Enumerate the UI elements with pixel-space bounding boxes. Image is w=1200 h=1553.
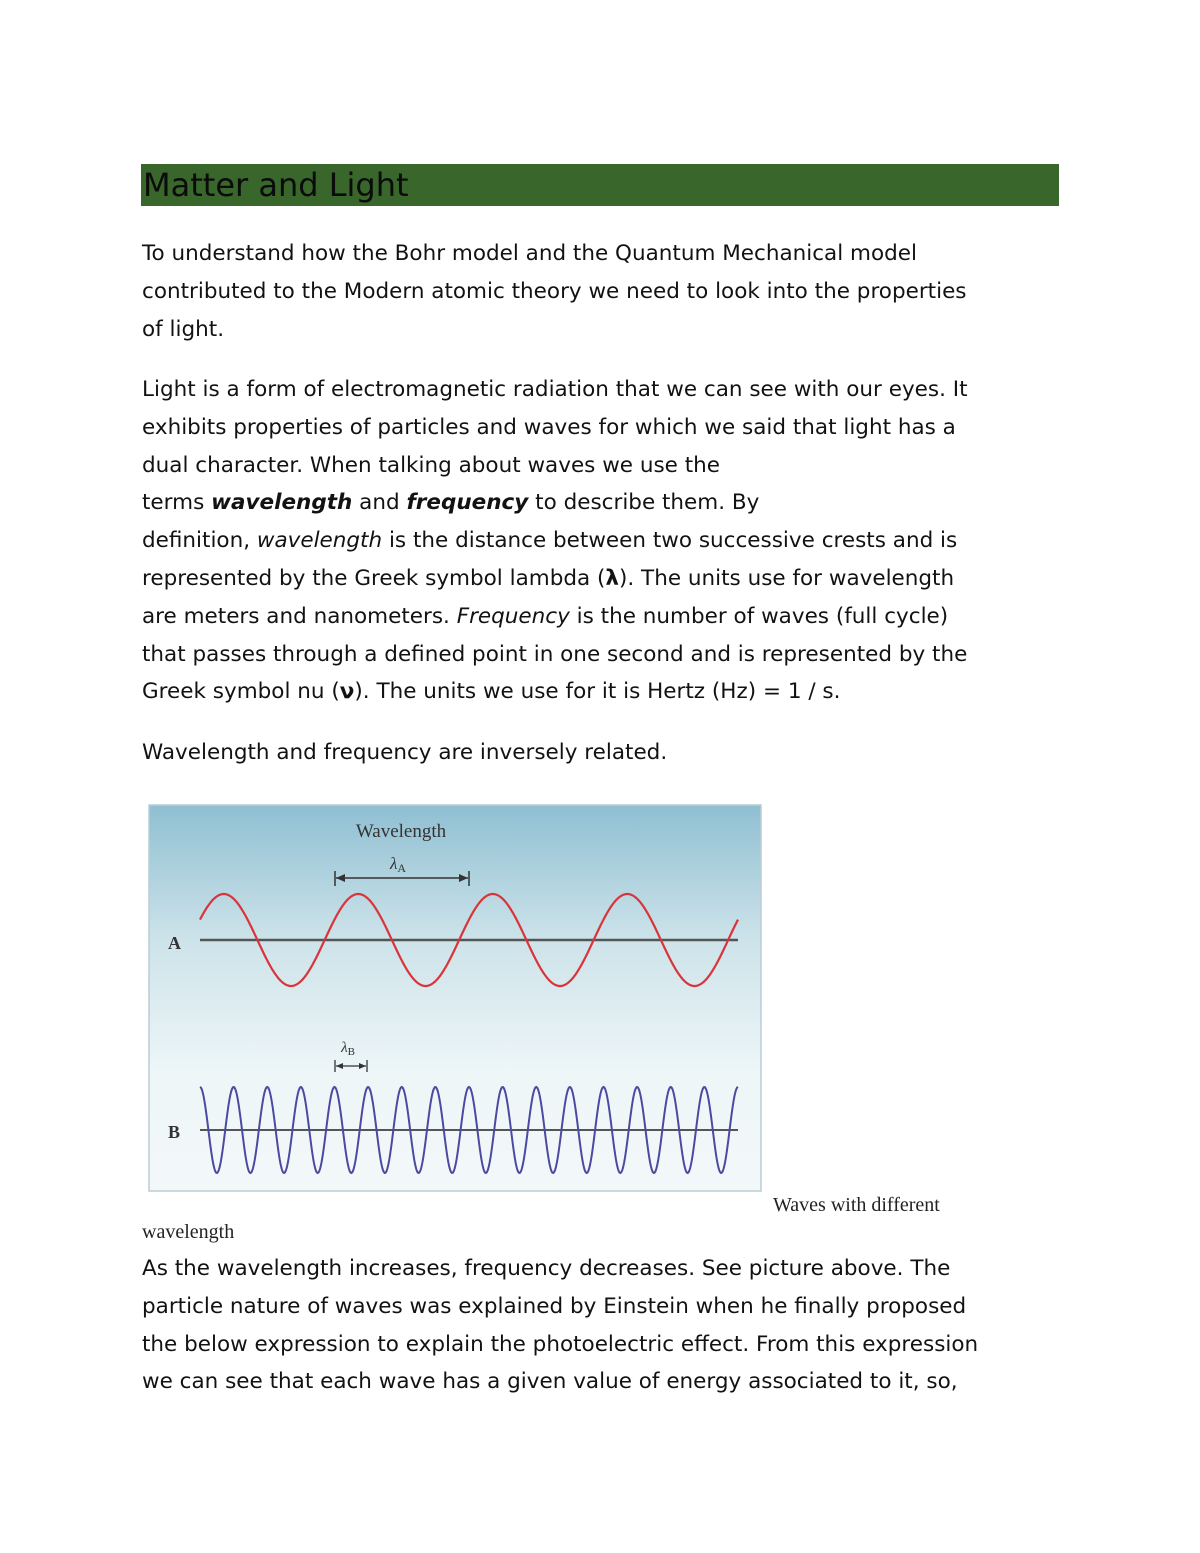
figure-title: Wavelength xyxy=(355,821,447,842)
lambda-a-symbol: λ xyxy=(389,854,398,873)
text-run: is the number of waves (full cycle) xyxy=(569,603,949,629)
figure-background xyxy=(149,805,761,1191)
lambda-b-subscript: B xyxy=(347,1046,355,1058)
text-run: definition, xyxy=(142,528,257,554)
intro-paragraph xyxy=(142,235,1072,348)
text-run: represented by the Greek symbol lambda ( xyxy=(142,565,606,591)
text-run: terms xyxy=(142,490,212,516)
wave-a-label: A xyxy=(168,933,181,953)
text-line: dual character. When talking about waves we use the xyxy=(142,452,721,478)
text-line: To understand how the Bohr model and the Quantum Mechanical model xyxy=(142,241,917,266)
text-line: exhibits properties of particles and waves for which we said that light has a xyxy=(142,414,956,440)
term-wavelength-italic: wavelength xyxy=(256,528,383,554)
lambda-symbol: λ xyxy=(605,565,619,591)
text-run: is the distance between two successive crests and is xyxy=(382,528,958,554)
inverse-paragraph xyxy=(142,734,1072,772)
text-line: the below expression to explain the photoelectric effect. From this expression xyxy=(142,1331,979,1357)
text-run: and xyxy=(352,490,407,516)
term-frequency: frequency xyxy=(406,490,529,516)
text-line: Light is a form of electromagnetic radiation that we can see with our eyes. It xyxy=(142,377,968,402)
wave-b-label: B xyxy=(168,1122,181,1142)
section-heading: Matter and Light xyxy=(143,166,409,204)
text-line: As the wavelength increases, frequency decreases. See picture above. The xyxy=(142,1256,951,1281)
term-wavelength: wavelength xyxy=(211,490,353,516)
light-paragraph xyxy=(142,371,1072,711)
figure-caption-part1: Waves with different xyxy=(773,1194,940,1216)
text-line: of light. xyxy=(142,316,225,342)
text-run: ). The units use for wavelength xyxy=(619,565,955,591)
lambda-a-subscript: A xyxy=(397,861,407,875)
text-run: ). The units we use for it is Hertz (Hz) = 1 / s. xyxy=(354,679,841,705)
figure-caption-part2: wavelength xyxy=(142,1221,235,1243)
text-line xyxy=(142,598,1072,636)
lambda-b-symbol: λ xyxy=(341,1040,348,1056)
text-line xyxy=(142,560,1072,598)
text-line xyxy=(142,673,1072,711)
text-line xyxy=(142,484,1072,522)
text-run: are meters and nanometers. xyxy=(142,603,457,629)
text-run: Greek symbol nu ( xyxy=(142,679,340,705)
text-line: particle nature of waves was explained by Einstein when he finally proposed xyxy=(142,1293,967,1319)
text-line xyxy=(142,522,1072,560)
text-run: to describe them. By xyxy=(528,490,760,516)
term-frequency-italic: Frequency xyxy=(456,603,570,629)
nu-symbol: ν xyxy=(339,679,355,705)
closing-paragraph xyxy=(142,1250,1072,1401)
text-line: we can see that each wave has a given value of energy associated to it, so, xyxy=(142,1369,958,1395)
wavelength-figure xyxy=(148,804,762,1192)
text-line: Wavelength and frequency are inversely related. xyxy=(142,740,668,765)
text-line: that passes through a defined point in one second and is represented by the xyxy=(142,641,968,667)
section-heading-bar xyxy=(141,164,1059,206)
text-line: contributed to the Modern atomic theory we need to look into the properties xyxy=(142,278,967,304)
